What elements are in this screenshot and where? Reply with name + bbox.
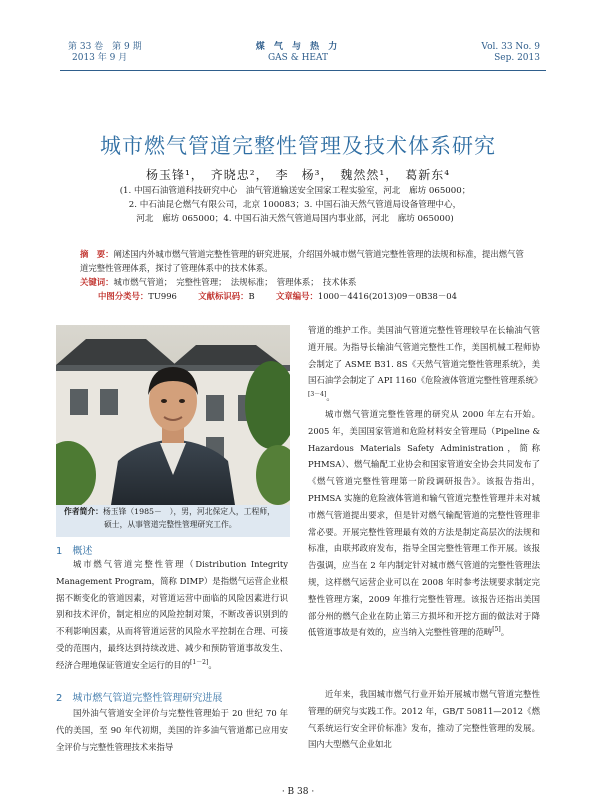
paragraph-text: 管道的维护工作。美国油气管道完整性管理较早在长输油气管道开展。为指导长输油气管道完整性工作，美国机械工程师协会制定了 ASME B31. 8S《天然气管道完整性管理系统》，美国石油学会制定了 API 1160《危险液体管道完整性管理系统》 <box>308 325 543 386</box>
classification-line <box>80 289 530 303</box>
section-heading: 2 城市燃气管道完整性管理研究进展 <box>56 693 223 704</box>
paragraph <box>308 322 543 406</box>
author-bio-line: 硕士，从事管道完整性管理研究工作。 <box>104 520 237 529</box>
abstract <box>80 247 530 275</box>
citation: [1－2] <box>190 658 209 666</box>
paragraph-end: 。 <box>500 627 510 638</box>
keywords <box>80 275 530 289</box>
journal-name-cn: 煤 气 与 热 力 <box>255 42 341 52</box>
affiliation-line: (1. 中国石油管道科技研究中心 油气管道输送安全国家工程实验室，河北 廊坊 065000； <box>119 186 471 196</box>
paragraph-text: 城市燃气管道完整性管理（Distribution Integrity Management Program，简称 DIMP）是指燃气运营企业根据不断变化的管道因素，对管道运营中面临的风险因素进行识别和技术评价，制定相应的风险控制对策，不断改善识别到的不利影响因素，从而将管道运营的风险水平控制在合理、可接受的范围内，最终达到持续改进、减少和预防管道事故发生、经济合理地保证管道安全运行的目的 <box>56 559 288 670</box>
paragraph: 近年来，我国城市燃气行业开始开展城市燃气管道完整性管理的研究与实践工作。2012 年，GB/T 50811—2012《燃气系统运行安全评价标准》发布，推动了完整性管理的发展。国内大型燃气企业如北 <box>308 689 540 750</box>
paragraph <box>56 556 288 674</box>
doc-code-label: 文献标识码： <box>198 291 249 301</box>
volume-issue-cn: 第 33 卷 第 9 期 <box>68 42 142 52</box>
clc-value: TU996 <box>148 291 177 301</box>
journal-name-en: GAS & HEAT <box>267 53 329 63</box>
author-bio-label: 作者简介： <box>64 507 103 516</box>
citation: [3－4] <box>308 391 327 399</box>
section-heading: 1 概述 <box>56 546 93 557</box>
article-number-value: 1000－4416(2013)09－0B38－04 <box>317 291 457 301</box>
header-right <box>481 42 540 64</box>
paragraph <box>308 406 540 641</box>
affiliations <box>60 184 530 226</box>
article-number-label: 文章编号： <box>275 291 318 301</box>
abstract-block <box>80 247 530 303</box>
affiliation-line: 2. 中石油昆仑燃气有限公司，北京 100083；3. 中国石油天然气管道局设备管理中心， <box>128 200 462 210</box>
author-photo <box>56 325 290 505</box>
date-cn: 2013 年 9 月 <box>72 53 128 63</box>
keywords-label: 关键词： <box>80 277 114 287</box>
header-rule <box>60 70 546 71</box>
paragraph-text: 城市燃气管道完整性管理的研究从 2000 年左右开始。2005 年，美国国家管道和危险材料安全管理局（Pipeline & Hazardous Materials Safety Administration，简称 PHMSA）、燃气输配工业协会和国家管道安全协会共同发布了《燃气管道完整性管理第一阶段调研报告》。该报告指出，PHMSA 实施的危险液体管道和输气管道完整性管理并未对城市燃气管道提出要求，但是针对燃气输配管道的完整性管理非常必要。开展完整性管理最有效的方法是制定高层次的法规和标准，由联邦政府发布，指导全国完整性管理工作开展。该报告强调，应当在 2 年内制定针对城市燃气管道的完整性管理法规，这样燃气运营企业可以在 2008 年时参考法规要求制定完整性管理方案，2009 年推行完整性管理。该报告还指出美国部分州的燃气企业在防止第三方损坏和开挖方面的做法对于降低管道事故是有效的，应当纳入完整性管理的范畴 <box>308 409 540 638</box>
author-bio-text: 杨玉锋（1985－ ），男，河北保定人，工程师， <box>102 507 275 516</box>
paragraph: 国外油气管道安全评价与完整性管理始于 20 世纪 70 年代的美国，至 90 年代初期，美国的许多油气管道都已应用安全评价与完整性管理技术来指导 <box>56 708 288 752</box>
citation: [5] <box>492 626 501 634</box>
affiliation-line: 河北 廊坊 065000；4. 中国石油天然气管道局国内事业部，河北 廊坊 065000) <box>136 214 454 224</box>
author-bio-line <box>64 505 290 518</box>
abstract-label: 摘 要： <box>80 249 114 259</box>
author-list: 杨玉锋¹， 齐晓忠²， 李 杨³， 魏然然¹， 葛新东⁴ <box>145 168 451 182</box>
doc-code-value: B <box>248 291 255 301</box>
clc-label: 中图分类号： <box>98 291 149 301</box>
keywords-text: 城市燃气管道； 完整性管理； 法规标准； 管理体系； 技术体系 <box>113 277 357 287</box>
date-en: Sep. 2013 <box>494 53 540 63</box>
page-number: · B 38 · <box>281 787 315 797</box>
article-title: 城市燃气管道完整性管理及技术体系研究 <box>100 134 496 158</box>
volume-issue-en: Vol. 33 No. 9 <box>481 42 540 52</box>
paragraph-end: 。 <box>326 392 335 403</box>
author-bio <box>56 505 290 537</box>
abstract-text: 阐述国内外城市燃气管道完整性管理的研究进展，介绍国外城市燃气管道完整性管理的法规和标准，提出燃气管道完整性管理体系，探讨了管理体系中的技术体系。 <box>80 249 524 273</box>
paragraph-end: 。 <box>208 659 217 670</box>
